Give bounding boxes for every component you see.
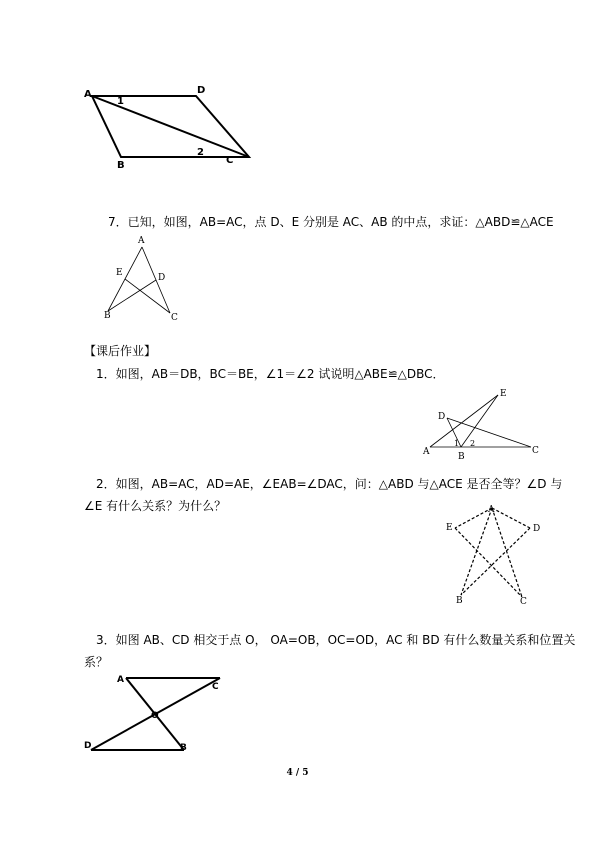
q3-label-d: D	[84, 741, 92, 751]
q1-label-b: B	[458, 452, 465, 462]
q2-label-a: A	[488, 505, 495, 515]
fig7-label-c: C	[171, 313, 178, 323]
q2-label-d: D	[533, 524, 541, 534]
homework-q1-text: 1．如图，AB＝DB，BC＝BE，∠1＝∠2 试说明△ABE≌△DBC．	[96, 367, 445, 381]
q1-label-a: A	[423, 447, 430, 457]
q1-label-d: D	[438, 412, 446, 422]
homework-q2-line2: ∠E 有什么关系？为什么？	[84, 499, 227, 513]
q3-label-c: C	[212, 682, 219, 692]
homework-q3-line1: 3．如图 AB、CD 相交于点 O， OA=OB，OC=OD，AC 和 BD 有什么数量关系和位置关	[96, 633, 576, 647]
homework-q2-line1: 2．如图，AB=AC，AD=AE，∠EAB=∠DAC，问：△ABD 与△ACE 是否全等？∠D 与	[96, 477, 563, 491]
q1-label-e: E	[500, 389, 507, 399]
homework-heading: 【课后作业】	[84, 344, 157, 358]
q1-label-angle-1: 1	[454, 439, 460, 448]
q1-label-angle-2: 2	[470, 439, 476, 448]
label-angle-1: 1	[117, 96, 124, 107]
q3-label-a: A	[117, 675, 124, 685]
q3-label-o: O	[151, 711, 159, 721]
q2-label-c: C	[520, 597, 527, 607]
fig7-label-a: A	[138, 236, 145, 246]
q2-label-b: B	[456, 596, 463, 606]
fig7-label-d: D	[158, 273, 166, 283]
homework-q3-line2: 系？	[84, 655, 109, 669]
fig7-label-b: B	[104, 311, 111, 321]
label-b: B	[117, 160, 125, 171]
q2-label-e: E	[446, 523, 453, 533]
problem-7-text: 7．已知，如图，AB=AC，点 D、E 分别是 AC、AB 的中点，求证：△ABD≌△ACE	[108, 215, 554, 229]
label-a: A	[84, 89, 92, 100]
label-d: D	[197, 85, 206, 96]
label-angle-2: 2	[197, 147, 204, 158]
q3-label-b: B	[180, 743, 187, 753]
label-c: C	[226, 155, 234, 166]
fig7-label-e: E	[116, 268, 123, 278]
q1-label-c: C	[532, 446, 539, 456]
page-number: 4 / 5	[286, 768, 309, 778]
